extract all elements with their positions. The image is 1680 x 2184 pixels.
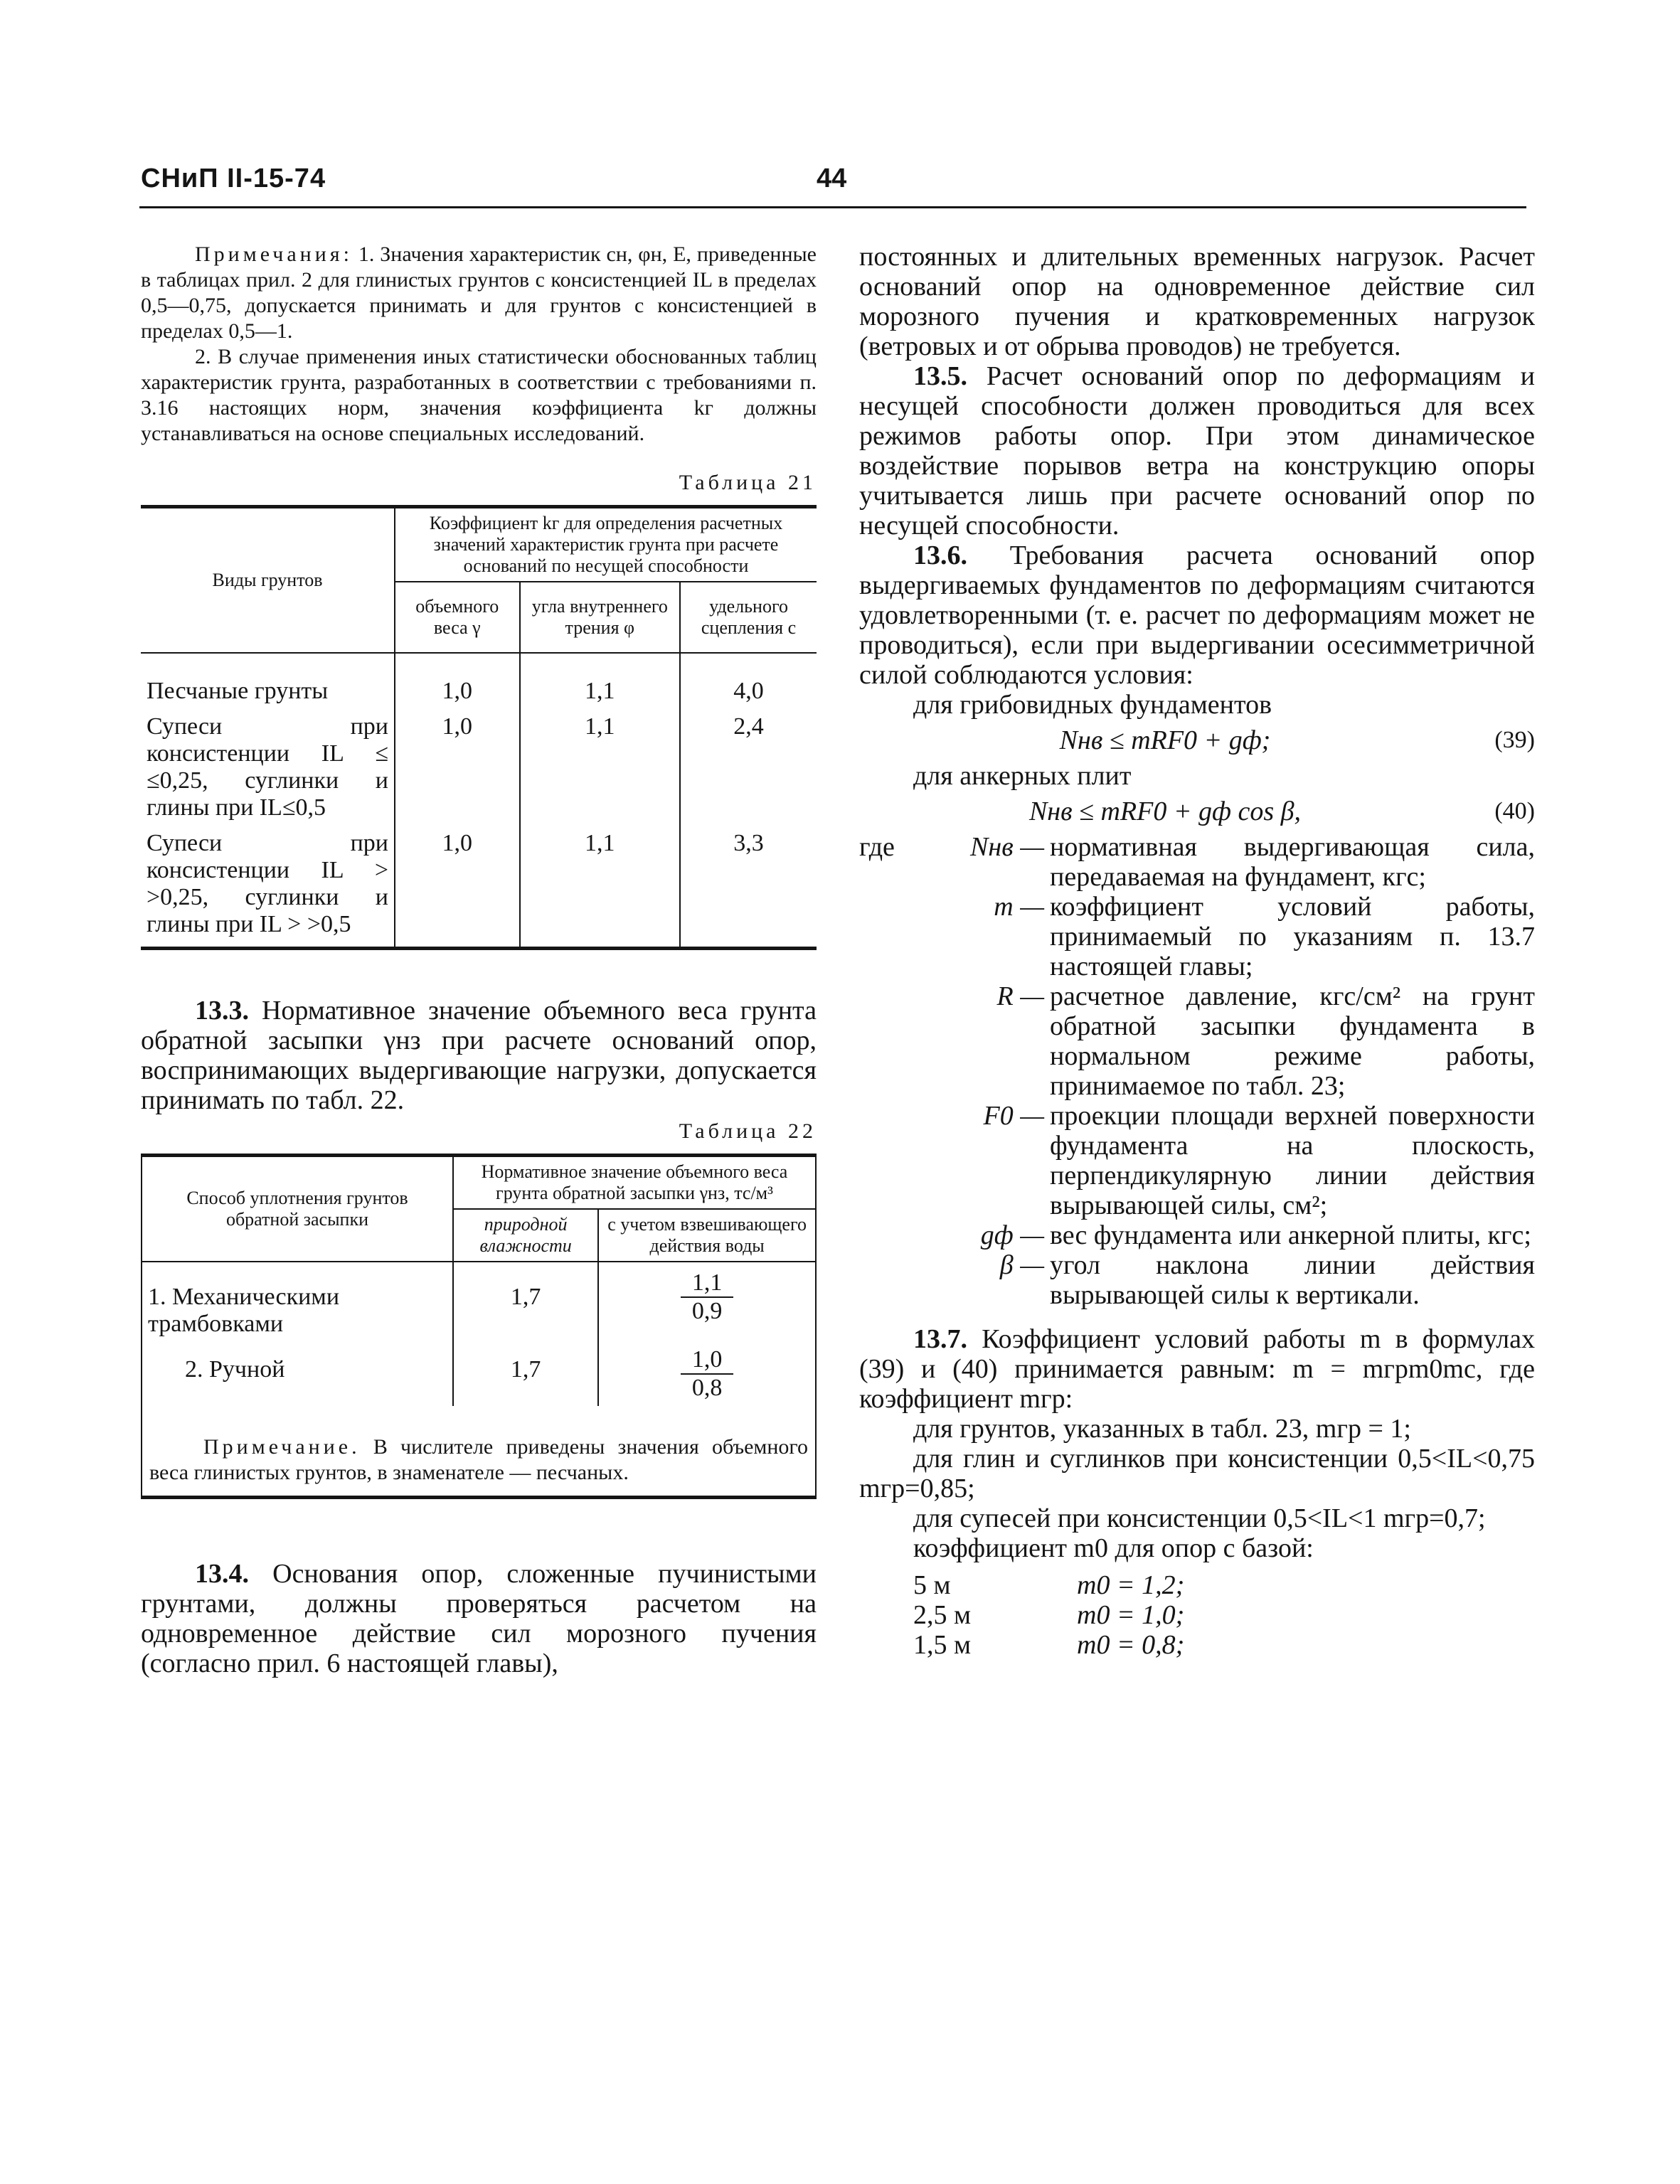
list-item bbox=[859, 1600, 1535, 1630]
list-line-3: для супесей при консистенции 0,5<IL<1 mгр=0,7; bbox=[913, 1503, 1486, 1533]
note-1: 1. Значения характеристик cн, φн, E, приведенные в таблицах прил. 2 для глинистых грунтов с консистенцией IL в пределах 0,5—0,75, допускается принимать и для грунтов с консистенцией в пределах 0,5—1. bbox=[141, 243, 817, 343]
t22-method: 1. Механическими трамбовками bbox=[142, 1262, 453, 1342]
table-row bbox=[142, 1262, 816, 1342]
t22-col-value: Нормативное значение объемного веса грунта обратной засыпки γнз, тс/м³ bbox=[453, 1156, 816, 1210]
formula-40-row bbox=[859, 797, 1535, 826]
p13-5-number: 13.5. bbox=[913, 361, 967, 391]
formula-40: Nнв ≤ mRF0 + gф cos β, bbox=[1028, 797, 1302, 826]
definition-text: проекции площади верхней поверхности фундамента на плоскость, перпендикулярную линии действия вырывающей силы, см²; bbox=[1050, 1101, 1535, 1220]
left-column bbox=[141, 242, 817, 1678]
table-row bbox=[142, 1342, 816, 1406]
base-size: 2,5 м bbox=[913, 1600, 972, 1630]
table-row bbox=[141, 826, 817, 949]
t21-v3: 3,3 bbox=[680, 826, 817, 949]
definition-text: коэффициент условий работы, принимаемый по указаниям п. 13.7 настоящей главы; bbox=[1050, 892, 1535, 981]
t21-kind: Супеси при консистенции IL > >0,25, суглинки и глины при IL > >0,5 bbox=[141, 826, 395, 949]
t21-v1: 1,0 bbox=[395, 653, 520, 709]
notes bbox=[141, 242, 817, 447]
table-21-label: Таблица 21 bbox=[679, 471, 817, 494]
list-item bbox=[859, 1570, 1535, 1600]
document-code: СНиП II-15-74 bbox=[141, 164, 326, 193]
continued-text: постоянных и длительных временных нагрузок. Расчет оснований опор на одновременное действие сил морозного пучения и кратковременных нагрузок (ветровых и от обрыва проводов) не требуется. bbox=[859, 242, 1535, 361]
list-line-2: для глин и суглинков при консистенции 0,5<IL<0,75 mгр=0,85; bbox=[859, 1444, 1535, 1503]
table-row bbox=[141, 653, 817, 709]
header-rule bbox=[139, 206, 1526, 208]
p13-6-number: 13.6. bbox=[913, 540, 967, 570]
t22-v1: 1,7 bbox=[453, 1262, 598, 1342]
t21-v2: 1,1 bbox=[520, 709, 680, 826]
definition-item bbox=[859, 1220, 1535, 1250]
t21-sub-1: объемного веса γ bbox=[395, 582, 520, 653]
p13-4-number: 13.4. bbox=[195, 1559, 249, 1589]
formula-39: Nнв ≤ mRF0 + gф; bbox=[1059, 725, 1271, 755]
t22-numerator: 1,0 bbox=[681, 1346, 734, 1375]
p13-6-text: Требования расчета оснований опор выдергиваемых фундаментов по деформациям считаются удовлетворенными (т. е. расчет по деформациям может не проводиться), если при выдергивании осесимметричной силой соблюдаются условия: bbox=[859, 540, 1536, 690]
t21-col-kinds: Виды грунтов bbox=[141, 507, 395, 654]
t21-v3: 2,4 bbox=[680, 709, 817, 826]
list-line-4: коэффициент m0 для опор с базой: bbox=[913, 1533, 1314, 1563]
p13-3-number: 13.3. bbox=[195, 996, 249, 1026]
t22-method: 2. Ручной bbox=[142, 1342, 453, 1406]
definition-item bbox=[859, 1250, 1535, 1310]
t21-v3: 4,0 bbox=[680, 653, 817, 709]
table-22-label: Таблица 22 bbox=[679, 1119, 817, 1143]
paragraph-13-4 bbox=[141, 1559, 817, 1678]
base-value: m0 = 0,8; bbox=[1077, 1630, 1185, 1660]
t21-sub-3: удельного сцепления c bbox=[680, 582, 817, 653]
table-row bbox=[141, 709, 817, 826]
t22-v1: 1,7 bbox=[453, 1342, 598, 1406]
p13-5-text: Расчет оснований опор по деформациям и несущей способности должен проводиться для всех режимов работы опор. При этом динамическое воздействие порывов ветра на конструкцию опоры учитывается лишь при расчете оснований опор по несущей способности. bbox=[859, 361, 1536, 540]
base-value: m0 = 1,2; bbox=[1077, 1570, 1185, 1600]
t21-sub-2: угла внутреннего трения φ bbox=[520, 582, 680, 653]
base-list bbox=[859, 1570, 1535, 1660]
right-column bbox=[859, 242, 1535, 1660]
table-21 bbox=[141, 505, 817, 950]
for-anchor: для анкерных плит bbox=[913, 761, 1132, 791]
definition-symbol: F0 — bbox=[983, 1101, 1044, 1131]
t21-v1: 1,0 bbox=[395, 709, 520, 826]
t22-sub-1: природной влажности bbox=[453, 1209, 598, 1262]
base-value: m0 = 1,0; bbox=[1077, 1600, 1185, 1630]
definitions bbox=[859, 832, 1535, 1310]
p13-4-text: Основания опор, сложенные пучинистыми грунтами, должны проверяться расчетом на одновременное действие сил морозного пучения (согласно прил. 6 настоящей главы), bbox=[141, 1559, 817, 1678]
t21-v1: 1,0 bbox=[395, 826, 520, 949]
definition-symbol: R — bbox=[996, 981, 1044, 1011]
base-size: 5 м bbox=[913, 1570, 951, 1600]
base-size: 1,5 м bbox=[913, 1630, 972, 1660]
definition-symbol: m — bbox=[994, 892, 1044, 922]
t21-col-coef: Коэффициент kг для определения расчетных значений характеристик грунта при расчете оснований по несущей способности bbox=[395, 507, 817, 582]
t22-note bbox=[142, 1406, 816, 1498]
definition-item bbox=[859, 1101, 1535, 1220]
t22-denominator: 0,8 bbox=[691, 1375, 723, 1401]
formula-39-row bbox=[859, 725, 1535, 755]
p13-7-number: 13.7. bbox=[913, 1324, 967, 1354]
p13-3-text: Нормативное значение объемного веса грунта обратной засыпки γнз при расчете оснований опор, воспринимающих выдергивающие нагрузки, допускается принимать по табл. 22. bbox=[141, 996, 817, 1115]
definition-text: нормативная выдергивающая сила, передаваемая на фундамент, кгс; bbox=[1050, 832, 1535, 892]
where-word: где bbox=[859, 832, 895, 862]
t22-denominator: 0,9 bbox=[691, 1298, 723, 1324]
t22-numerator: 1,1 bbox=[681, 1269, 734, 1298]
t21-kind: Супеси при консистенции IL ≤ ≤0,25, суглинки и глины при IL≤0,5 bbox=[141, 709, 395, 826]
t22-col-method: Способ уплотнения грунтов обратной засыпки bbox=[142, 1156, 453, 1262]
t21-v2: 1,1 bbox=[520, 653, 680, 709]
notes-label: Примечания: bbox=[195, 243, 353, 266]
list-line-1: для грунтов, указанных в табл. 23, mгр = 1; bbox=[913, 1414, 1411, 1444]
formula-39-number: (39) bbox=[1494, 727, 1535, 753]
p13-7-text: Коэффициент условий работы m в формулах (39) и (40) принимается равным: m = mгрm0mс, где коэффициент mгр: bbox=[859, 1324, 1535, 1414]
t21-kind: Песчаные грунты bbox=[141, 653, 395, 709]
paragraph-13-3 bbox=[141, 996, 817, 1115]
definition-item bbox=[859, 892, 1535, 981]
t22-fraction bbox=[598, 1342, 816, 1406]
page-number: 44 bbox=[817, 164, 847, 193]
definition-item bbox=[859, 832, 1535, 892]
definition-symbol: gф — bbox=[980, 1220, 1044, 1250]
t22-fraction bbox=[598, 1262, 816, 1342]
t22-note-text: В числителе приведены значения объемного веса глинистых грунтов, в знаменателе — песчаных. bbox=[149, 1435, 808, 1484]
definition-text: угол наклона линии действия вырывающей силы к вертикали. bbox=[1050, 1250, 1535, 1310]
t22-note-label: Примечание. bbox=[203, 1435, 361, 1459]
t21-v2: 1,1 bbox=[520, 826, 680, 949]
table-22 bbox=[141, 1154, 817, 1499]
list-item bbox=[859, 1630, 1535, 1660]
for-mushroom: для грибовидных фундаментов bbox=[913, 690, 1272, 720]
definition-text: расчетное давление, кгс/см² на грунт обратной засыпки фундамента в нормальном режиме работы, принимаемое по табл. 23; bbox=[1050, 981, 1535, 1101]
definition-symbol: β — bbox=[999, 1250, 1044, 1280]
definition-symbol: Nнв — bbox=[970, 832, 1044, 862]
definition-item bbox=[859, 981, 1535, 1101]
formula-40-number: (40) bbox=[1494, 798, 1535, 824]
definition-text: вес фундамента или анкерной плиты, кгс; bbox=[1050, 1220, 1531, 1250]
note-2: 2. В случае применения иных статистически обоснованных таблиц характеристик грунта, разработанных в соответствии с требованиями п. 3.16 настоящих норм, значения коэффициента kг должны устанавливаться на основе специальных исследований. bbox=[141, 345, 817, 445]
t22-sub-2: с учетом взвешивающего действия воды bbox=[598, 1209, 816, 1262]
